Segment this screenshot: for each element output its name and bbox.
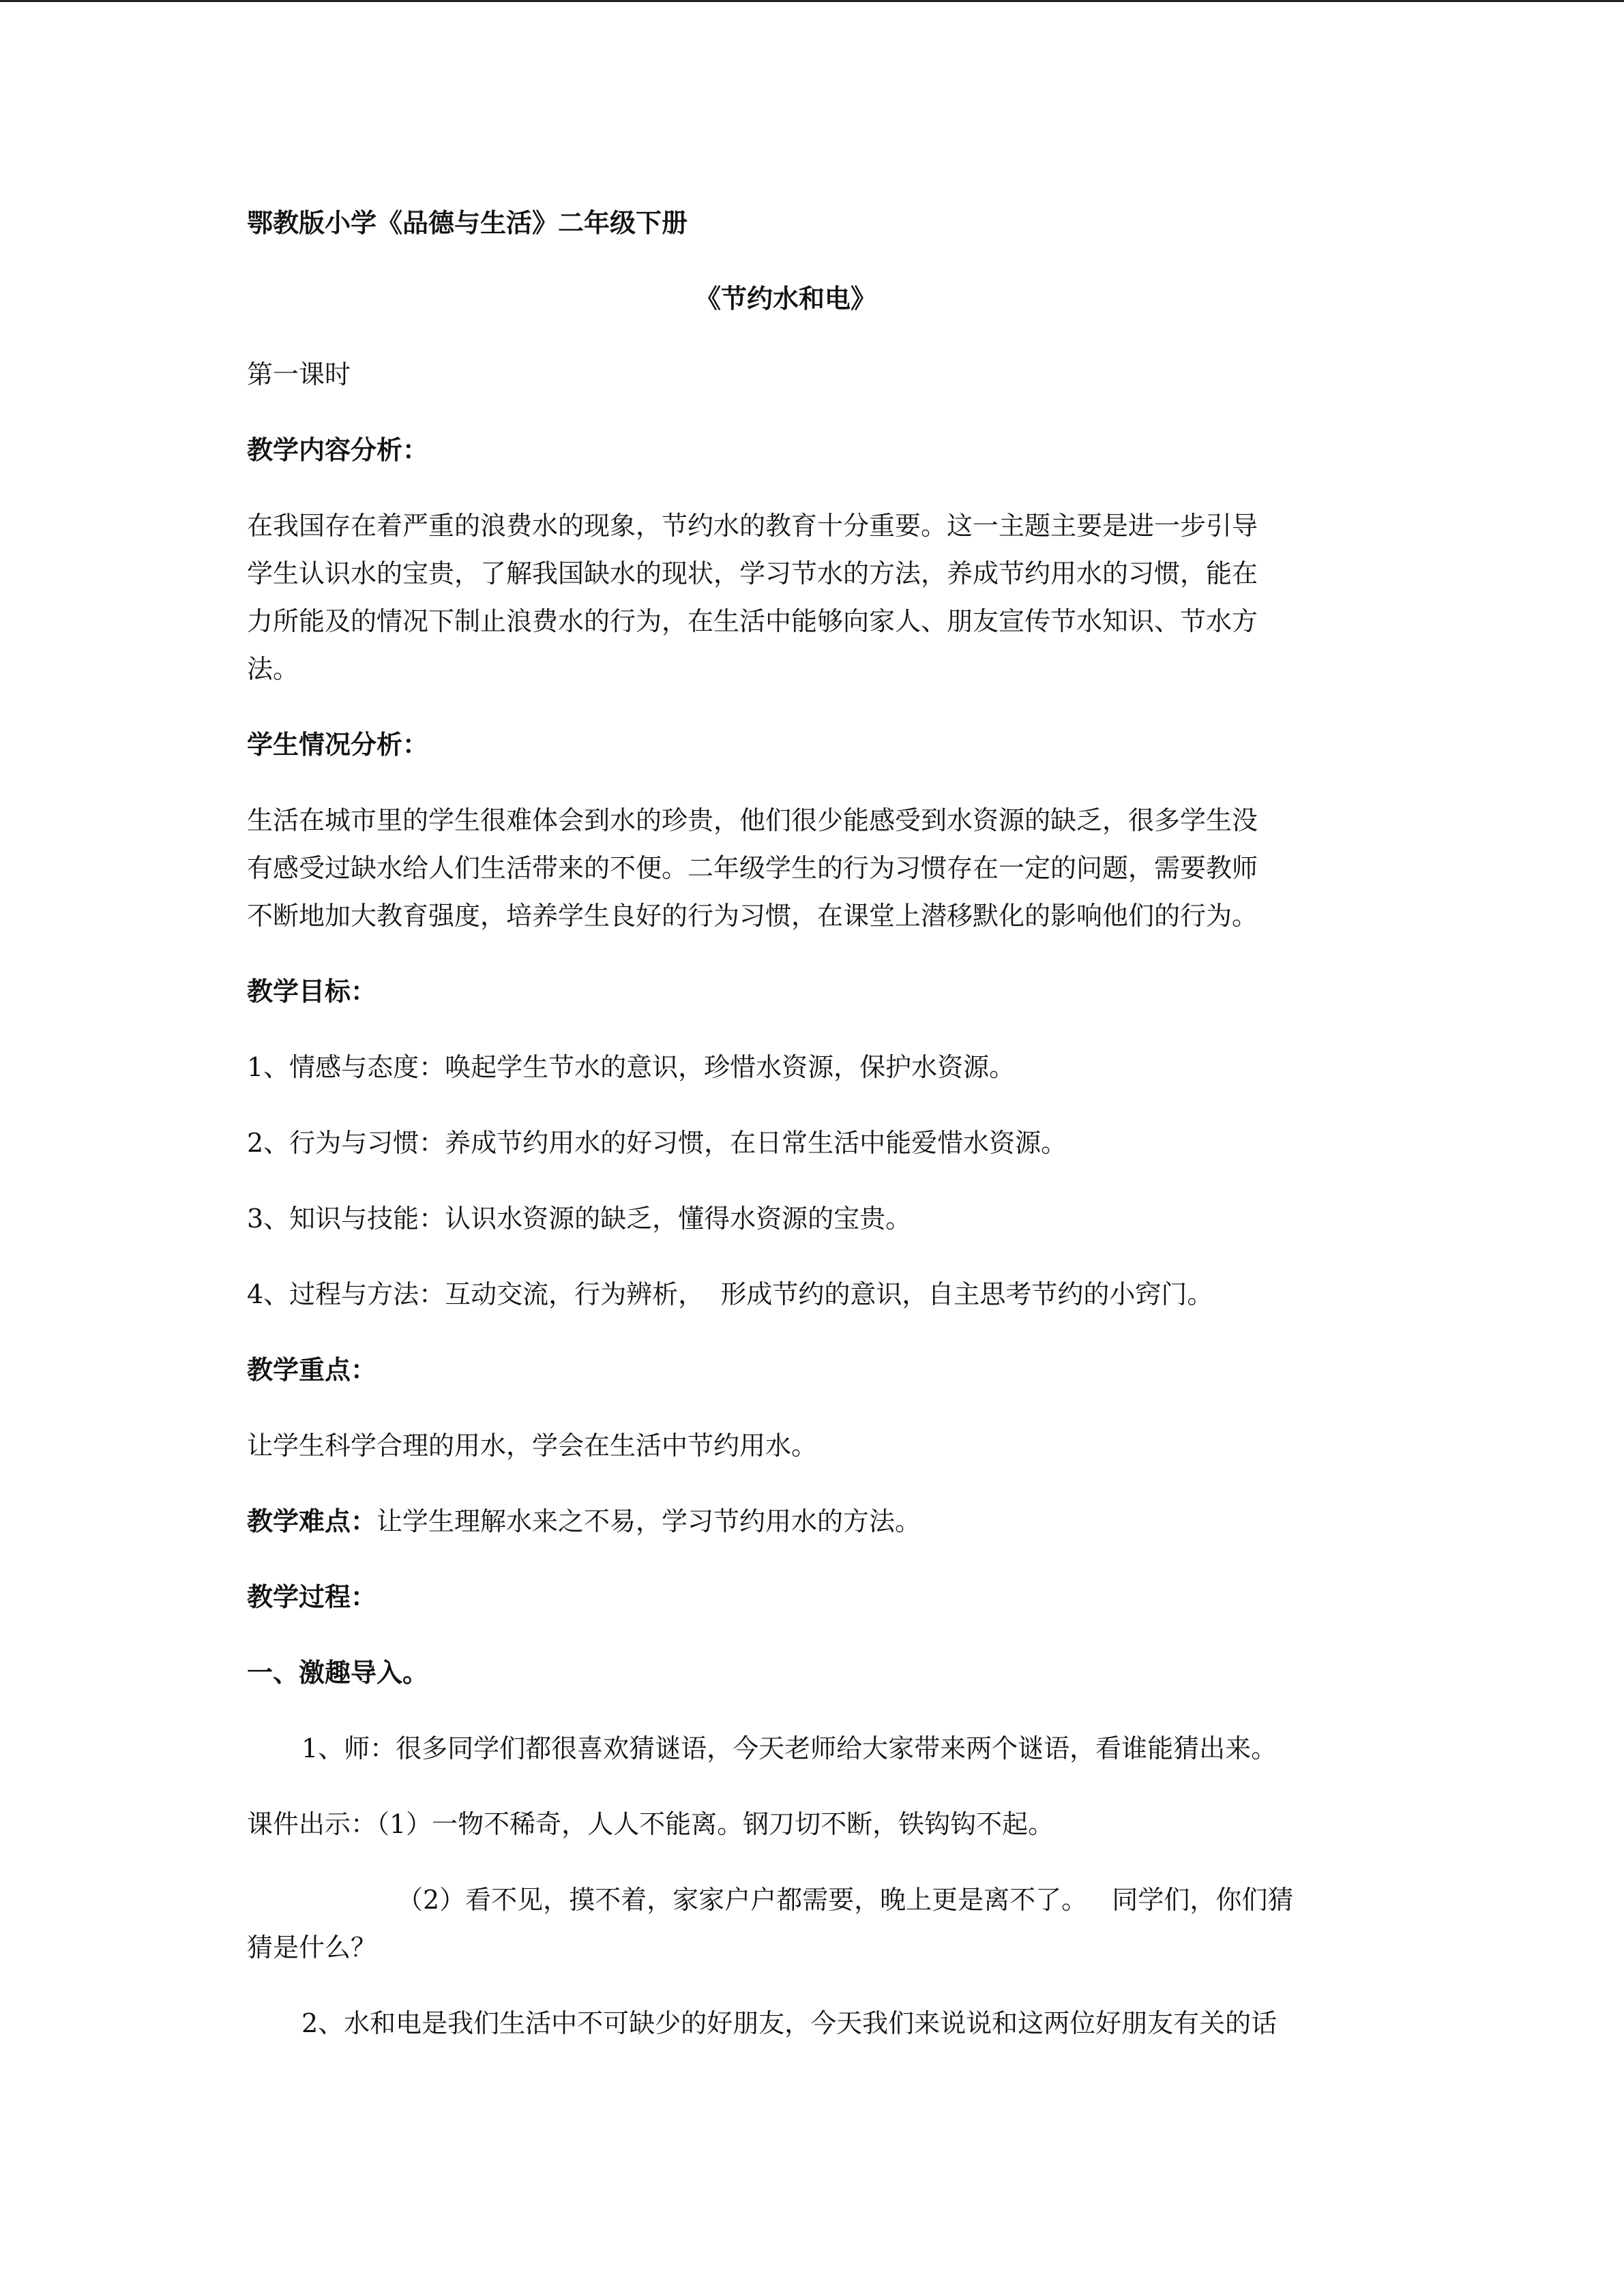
objective-item: 4、过程与方法：互动交流，行为辨析， 形成节约的意识，自主思考节约的小窍门。 [247, 1279, 1213, 1309]
objectives-heading: 教学目标： [247, 976, 377, 1007]
difficulties-text: 让学生理解水来之不易，学习节约用水的方法。 [377, 1506, 921, 1536]
student-analysis-heading: 学生情况分析： [247, 729, 429, 760]
riddle-line-continued: 猜是什么？ [247, 1933, 377, 1963]
process-heading: 教学过程： [247, 1581, 377, 1612]
header-title: 鄂教版小学《品德与生活》二年级下册 [247, 207, 688, 238]
riddle-line: （2）看不见，摸不着，家家户户都需要，晚上更是离不了。 同学们，你们猜 [397, 1885, 1294, 1915]
student-analysis-line: 生活在城市里的学生很难体会到水的珍贵，他们很少能感受到水资源的缺乏，很多学生没 [247, 805, 1258, 835]
lesson-title: 《节约水和电》 [694, 283, 876, 314]
student-analysis-line: 不断地加大教育强度，培养学生良好的行为习惯，在课堂上潜移默化的影响他们的行为。 [247, 901, 1258, 931]
key-points-heading: 教学重点： [247, 1354, 377, 1385]
key-points-text: 让学生科学合理的用水，学会在生活中节约用水。 [247, 1431, 818, 1461]
difficulties-row [247, 1497, 1379, 1545]
top-border-line [0, 0, 1624, 2]
content-analysis-line: 学生认识水的宝贵，了解我国缺水的现状，学习节水的方法，养成节约用水的习惯，能在 [247, 558, 1258, 588]
content-analysis-line: 力所能及的情况下制止浪费水的行为，在生活中能够向家人、朋友宣传节水知识、节水方 [247, 606, 1258, 636]
objective-item: 2、行为与习惯：养成节约用水的好习惯，在日常生活中能爱惜水资源。 [247, 1128, 1067, 1158]
student-analysis-line: 有感受过缺水给人们生活带来的不便。二年级学生的行为习惯存在一定的问题，需要教师 [247, 853, 1258, 883]
process-step: 1、师：很多同学们都很喜欢猜谜语，今天老师给大家带来两个谜语，看谁能猜出来。 [301, 1733, 1278, 1763]
objective-item: 3、知识与技能：认识水资源的缺乏，懂得水资源的宝贵。 [247, 1204, 912, 1234]
content-analysis-body [247, 502, 1379, 693]
content-analysis-line: 法。 [247, 654, 299, 684]
student-analysis-body [247, 796, 1379, 940]
period-label: 第一课时 [247, 359, 351, 389]
objective-item: 1、情感与态度：唤起学生节水的意识，珍惜水资源，保护水资源。 [247, 1052, 1016, 1082]
difficulties-heading: 教学难点： [247, 1506, 377, 1536]
content-analysis-heading: 教学内容分析： [247, 434, 429, 465]
process-step: 2、水和电是我们生活中不可缺少的好朋友，今天我们来说说和这两位好朋友有关的话 [301, 2008, 1278, 2038]
content-analysis-line: 在我国存在着严重的浪费水的现象，节约水的教育十分重要。这一主题主要是进一步引导 [247, 511, 1258, 541]
section-heading: 一、激趣导入。 [247, 1657, 429, 1688]
courseware-line: 课件出示：（1）一物不稀奇，人人不能离。钢刀切不断，铁钩钩不起。 [247, 1809, 1054, 1839]
document-page [247, 199, 1379, 2047]
